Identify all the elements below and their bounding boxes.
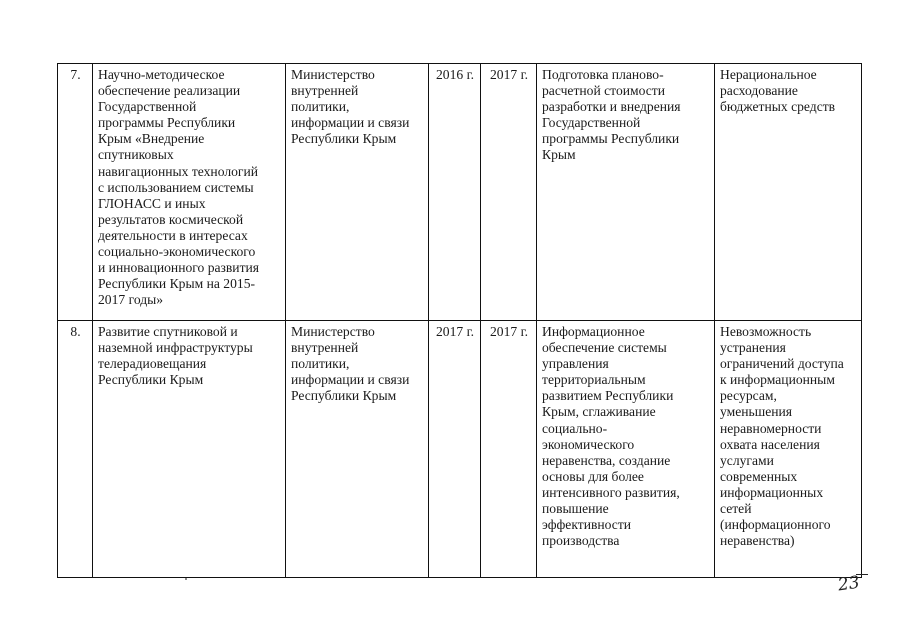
end-year: 2017 г. — [489, 324, 529, 339]
measures-table — [57, 63, 862, 578]
page-number-underline — [856, 574, 868, 575]
event-cell — [93, 321, 286, 578]
result-text: Информационное обеспечение системы управления территориальным развитием Республики Крым, сглаживание социально- экономического неравенства, создание основы для более интенсивного развития, повышение эффективности производства — [542, 324, 680, 549]
event-text: Развитие спутниковой и наземной инфраструктуры телерадиовещания Республики Крым — [98, 324, 253, 388]
end-year-cell — [481, 321, 537, 578]
row-number: 8. — [70, 324, 81, 339]
row-number: 7. — [70, 67, 81, 82]
consequence-text: Невозможность устранения ограничений доступа к информационным ресурсам, уменьшения неравномерности охвата населения услугами современных информационных сетей (информационного неравенства) — [720, 324, 844, 549]
page-number: 23 — [836, 572, 861, 596]
end-year-cell — [481, 64, 537, 321]
row-number-cell — [58, 64, 93, 321]
start-year-cell — [429, 64, 481, 321]
consequence-cell — [715, 321, 862, 578]
executor-cell — [286, 321, 429, 578]
start-year: 2017 г. — [435, 324, 475, 339]
table-row — [58, 64, 862, 321]
executor-text: Министерство внутренней политики, информации и связи Республики Крым — [291, 67, 410, 147]
result-text: Подготовка планово- расчетной стоимости разработки и внедрения Государственной программы Республики Крым — [542, 67, 681, 163]
event-text: Научно-методическое обеспечение реализации Государственной программы Республики Крым «Внедрение спутниковых навигационных технологий с использованием системы ГЛОНАСС и иных результатов космической деятельности в интересах социально-экономического и инновационного развития Республики Крым на 2015- 2017 годы» — [98, 67, 260, 308]
consequence-text: Нерациональное расходование бюджетных средств — [720, 67, 836, 115]
scan-speck — [185, 578, 187, 580]
executor-cell — [286, 64, 429, 321]
start-year-cell — [429, 321, 481, 578]
consequence-cell — [715, 64, 862, 321]
executor-text: Министерство внутренней политики, информации и связи Республики Крым — [291, 324, 410, 404]
table-row — [58, 321, 862, 578]
result-cell — [537, 321, 715, 578]
end-year: 2017 г. — [489, 67, 529, 82]
result-cell — [537, 64, 715, 321]
row-number-cell — [58, 321, 93, 578]
start-year: 2016 г. — [435, 67, 475, 82]
event-cell — [93, 64, 286, 321]
